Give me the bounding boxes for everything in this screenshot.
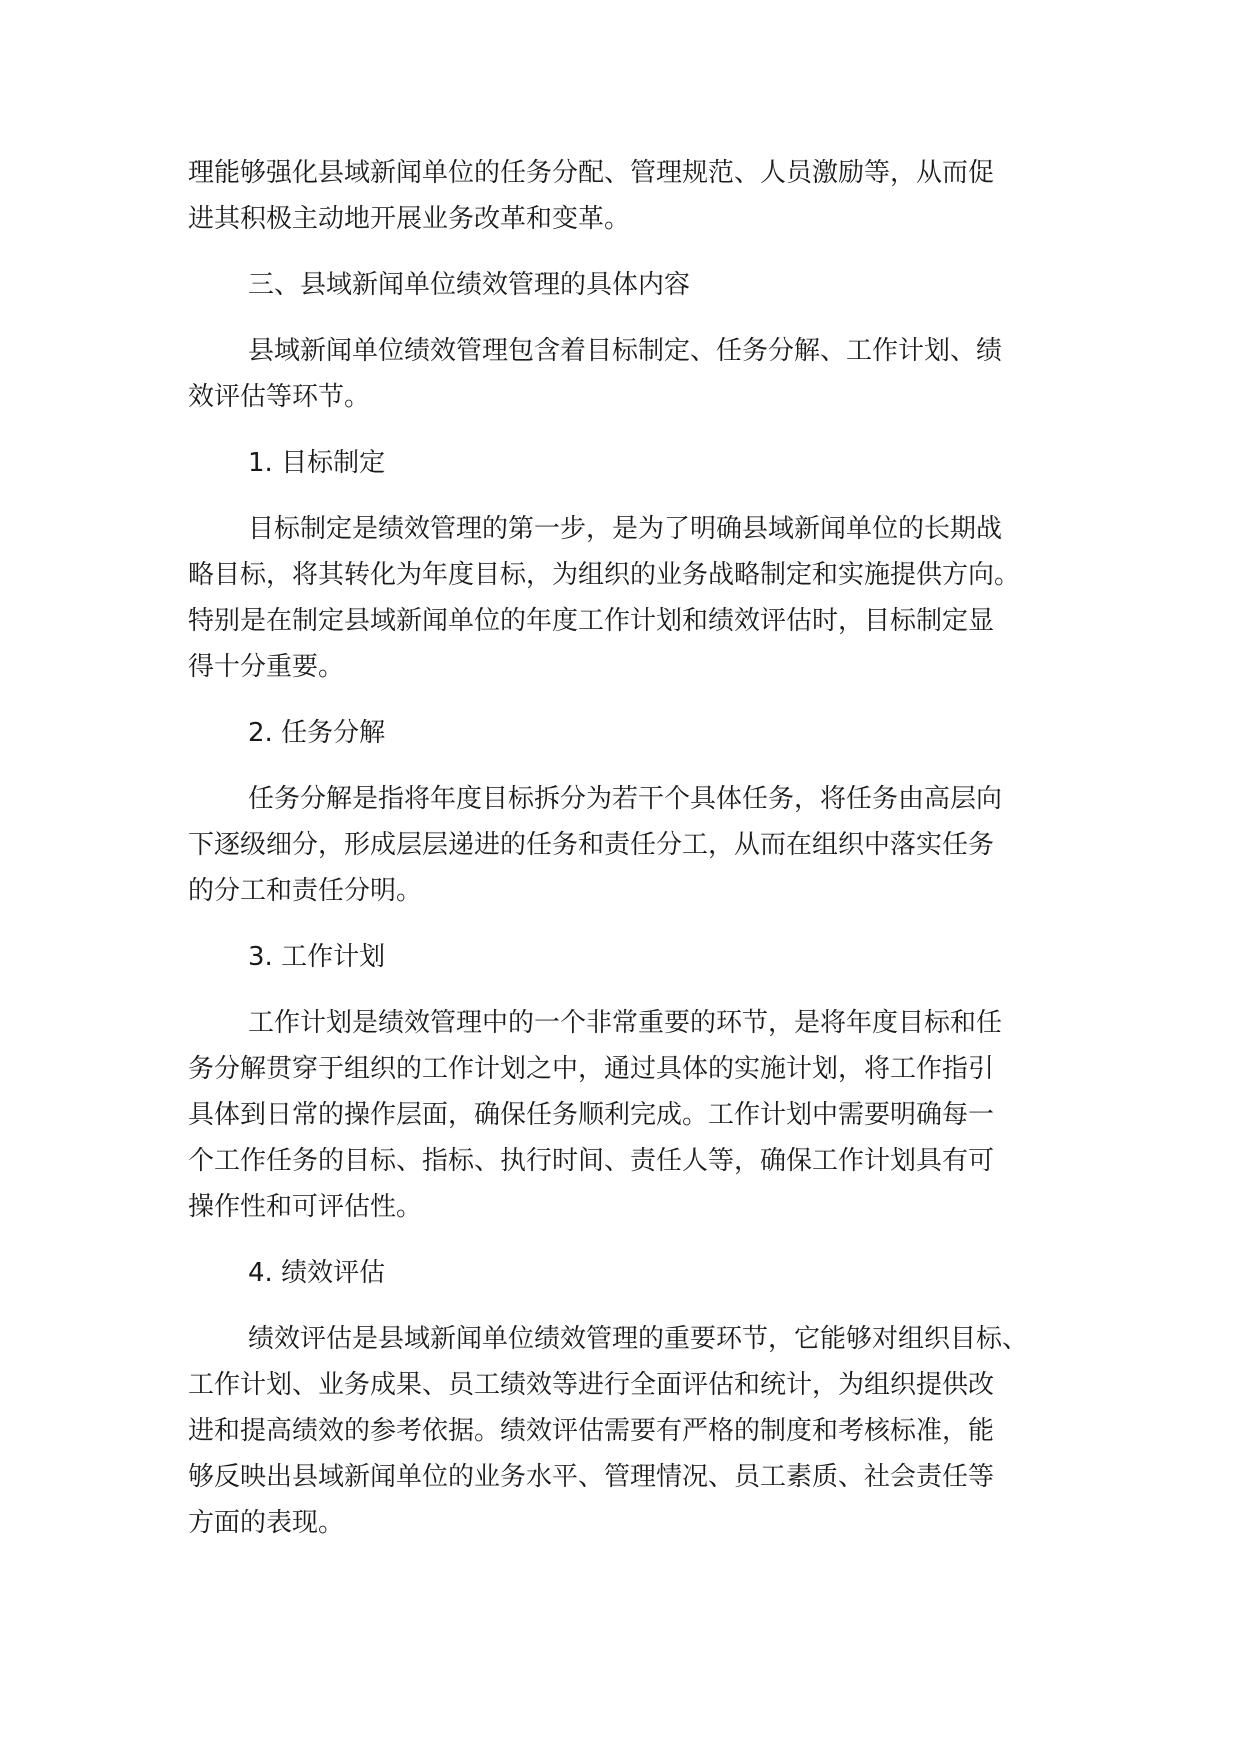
paragraph-line: 够反映出县域新闻单位的业务水平、管理情况、员工素质、社会责任等 <box>188 1462 995 1492</box>
paragraph-line: 目标制定是绩效管理的第一步，是为了明确县域新闻单位的长期战 <box>248 514 1003 544</box>
document-body <box>188 150 1068 1546</box>
paragraph-line: 下逐级细分，形成层层递进的任务和责任分工，从而在组织中落实任务 <box>188 830 995 860</box>
item-heading: 1. 目标制定 <box>248 448 386 478</box>
paragraph-line: 效评估等环节。 <box>188 382 371 412</box>
paragraph-line: 绩效评估是县域新闻单位绩效管理的重要环节，它能够对组织目标、 <box>248 1324 1029 1354</box>
item-paragraph <box>188 776 1068 914</box>
paragraph-line: 进其积极主动地开展业务改革和变革。 <box>188 204 631 234</box>
paragraph-line: 特别是在制定县域新闻单位的年度工作计划和绩效评估时，目标制定显 <box>188 606 995 636</box>
item-heading: 3. 工作计划 <box>248 942 386 972</box>
intro-paragraph <box>188 150 1068 242</box>
paragraph-line: 任务分解是指将年度目标拆分为若干个具体任务，将任务由高层向 <box>248 784 1003 814</box>
paragraph-line: 具体到日常的操作层面，确保任务顺利完成。工作计划中需要明确每一 <box>188 1100 995 1130</box>
item-heading: 2. 任务分解 <box>248 718 386 748</box>
item-heading: 4. 绩效评估 <box>248 1258 386 1288</box>
paragraph-line: 得十分重要。 <box>188 652 345 682</box>
item-paragraph <box>188 1000 1068 1230</box>
overview-paragraph <box>188 328 1068 420</box>
paragraph-line: 个工作任务的目标、指标、执行时间、责任人等，确保工作计划具有可 <box>188 1146 995 1176</box>
section-title: 三、县域新闻单位绩效管理的具体内容 <box>248 270 691 300</box>
item-paragraph <box>188 1316 1068 1546</box>
paragraph-line: 操作性和可评估性。 <box>188 1192 423 1222</box>
paragraph-line: 务分解贯穿于组织的工作计划之中，通过具体的实施计划，将工作指引 <box>188 1054 995 1084</box>
paragraph-line: 进和提高绩效的参考依据。绩效评估需要有严格的制度和考核标准，能 <box>188 1416 995 1446</box>
paragraph-line: 方面的表现。 <box>188 1508 345 1538</box>
item-paragraph <box>188 506 1068 690</box>
paragraph-line: 工作计划是绩效管理中的一个非常重要的环节，是将年度目标和任 <box>248 1008 1003 1038</box>
paragraph-line: 略目标，将其转化为年度目标，为组织的业务战略制定和实施提供方向。 <box>188 560 1021 590</box>
paragraph-line: 县域新闻单位绩效管理包含着目标制定、任务分解、工作计划、绩 <box>248 336 1003 366</box>
paragraph-line: 的分工和责任分明。 <box>188 876 423 906</box>
paragraph-line: 理能够强化县域新闻单位的任务分配、管理规范、人员激励等，从而促 <box>188 158 995 188</box>
paragraph-line: 工作计划、业务成果、员工绩效等进行全面评估和统计，为组织提供改 <box>188 1370 995 1400</box>
